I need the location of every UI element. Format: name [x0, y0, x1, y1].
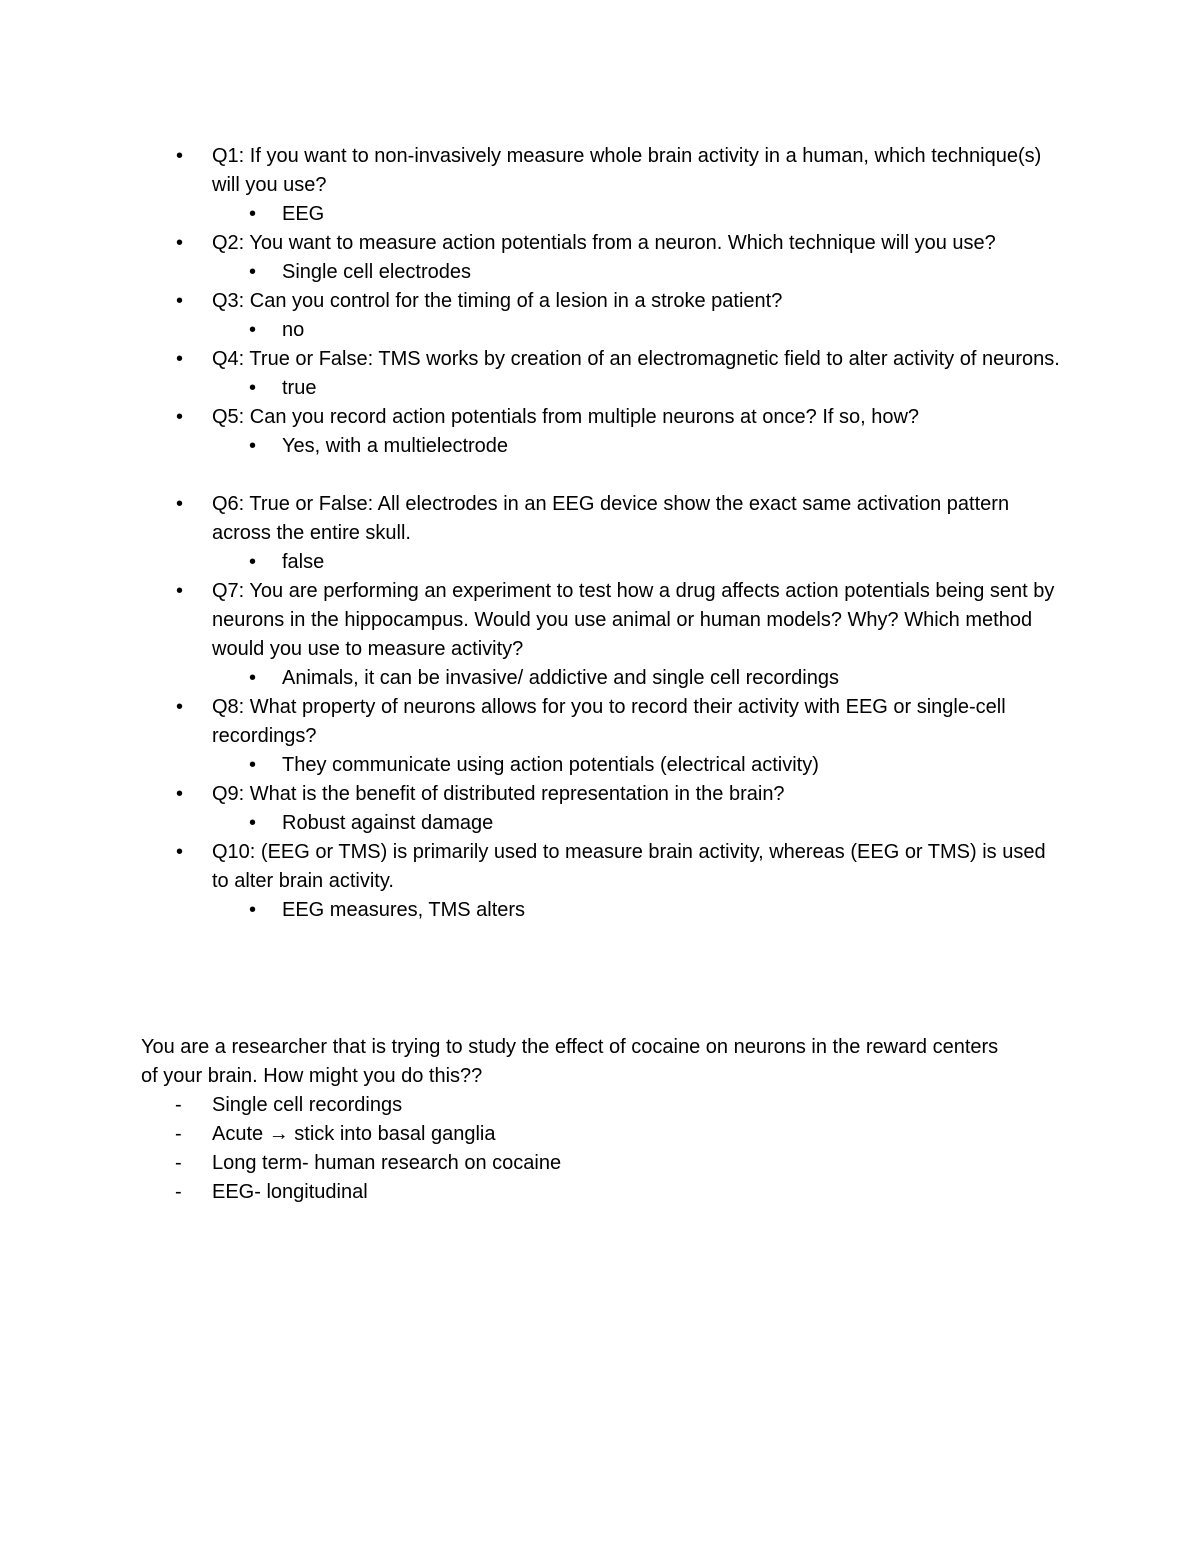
question-q1	[0, 142, 1062, 200]
scenario-prompt: You are a researcher that is trying to study the effect of cocaine on neurons in the reward centers of your brain. How might you do this??	[141, 1036, 999, 1087]
list-item-text: Long term- human research on cocaine	[212, 1152, 562, 1174]
question-q5	[0, 403, 1062, 432]
bullet-icon: •	[176, 406, 184, 428]
question-text: Q10: (EEG or TMS) is primarily used to measure brain activity, whereas (EEG or TMS) is used to alter brain activity.	[212, 841, 1046, 892]
list-item-text: Acute → stick into basal ganglia	[212, 1123, 496, 1145]
bullet-icon: •	[176, 290, 184, 312]
bullet-icon: •	[249, 754, 257, 776]
question-q7	[0, 577, 1062, 664]
bullet-icon: •	[249, 667, 257, 689]
bullet-icon: •	[249, 551, 257, 573]
answer-q4	[0, 374, 1200, 403]
qa-item-q8	[0, 693, 1200, 780]
answer-q10	[0, 896, 1200, 925]
answer-q8	[0, 751, 1200, 780]
question-text: Q1: If you want to non-invasively measure whole brain activity in a human, which technique(s) will you use?	[212, 145, 1042, 196]
question-text: Q6: True or False: All electrodes in an EEG device show the exact same activation pattern across the entire skull.	[212, 493, 1010, 544]
answer-q5	[0, 432, 1200, 461]
question-q2	[0, 229, 1062, 258]
bullet-icon: •	[176, 145, 184, 167]
bullet-icon: •	[176, 348, 184, 370]
answer-text: false	[282, 551, 325, 573]
question-text: Q7: You are performing an experiment to test how a drug affects action potentials being sent by neurons in the hippocampus. Would you use animal or human models? Why? Which method would you use to measure activity?	[212, 580, 1055, 660]
answer-q3	[0, 316, 1200, 345]
question-text: Q5: Can you record action potentials from multiple neurons at once? If so, how?	[212, 406, 920, 428]
qa-item-q9	[0, 780, 1200, 838]
answer-text: EEG measures, TMS alters	[282, 899, 526, 921]
answer-text: true	[282, 377, 317, 399]
bullet-icon: •	[249, 261, 257, 283]
answer-q9	[0, 809, 1200, 838]
bullet-icon: •	[249, 319, 257, 341]
question-q6	[0, 490, 1062, 548]
question-text: Q2: You want to measure action potentials from a neuron. Which technique will you use?	[212, 232, 996, 254]
answer-q6	[0, 548, 1200, 577]
list-item-text: Single cell recordings	[212, 1094, 403, 1116]
dash-icon: -	[175, 1123, 182, 1145]
answer-q7	[0, 664, 1200, 693]
question-q4	[0, 345, 1062, 374]
bullet-icon: •	[176, 232, 184, 254]
bullet-icon: •	[176, 696, 184, 718]
list-item	[141, 1120, 1021, 1149]
bullet-icon: •	[176, 783, 184, 805]
qa-item-q4	[0, 345, 1200, 403]
question-text: Q4: True or False: TMS works by creation of an electromagnetic field to alter activity of neurons.	[212, 348, 1060, 370]
bullet-icon: •	[176, 493, 184, 515]
question-q8	[0, 693, 1062, 751]
question-q10	[0, 838, 1062, 896]
answer-text: Robust against damage	[282, 812, 494, 834]
bullet-icon: •	[249, 899, 257, 921]
dash-icon: -	[175, 1181, 182, 1203]
answer-text: Animals, it can be invasive/ addictive and single cell recordings	[282, 667, 839, 689]
qa-item-q10	[0, 838, 1200, 925]
qa-item-q1	[0, 142, 1200, 229]
qa-list	[0, 142, 1200, 925]
qa-item-q3	[0, 287, 1200, 345]
blank-line	[0, 461, 1200, 490]
answer-text: EEG	[282, 203, 325, 225]
bullet-icon: •	[249, 203, 257, 225]
answer-q1	[0, 200, 1200, 229]
question-q9	[0, 780, 1062, 809]
qa-item-q6	[0, 490, 1200, 577]
question-text: Q3: Can you control for the timing of a lesion in a stroke patient?	[212, 290, 783, 312]
bullet-icon: •	[249, 812, 257, 834]
question-text: Q9: What is the benefit of distributed representation in the brain?	[212, 783, 785, 805]
qa-item-q7	[0, 577, 1200, 693]
answer-text: They communicate using action potentials (electrical activity)	[282, 754, 819, 776]
list-item	[141, 1178, 1021, 1207]
answer-text: no	[282, 319, 305, 341]
answer-text: Single cell electrodes	[282, 261, 471, 283]
answer-text: Yes, with a multielectrode	[282, 435, 509, 457]
dash-icon: -	[175, 1152, 182, 1174]
list-item-text: EEG- longitudinal	[212, 1181, 368, 1203]
bullet-icon: •	[249, 377, 257, 399]
bullet-icon: •	[176, 580, 184, 602]
scenario-section	[141, 1033, 1021, 1207]
question-text: Q8: What property of neurons allows for you to record their activity with EEG or single-cell recordings?	[212, 696, 1006, 747]
qa-item-q2	[0, 229, 1200, 287]
bullet-icon: •	[176, 841, 184, 863]
list-item	[141, 1149, 1021, 1178]
list-item	[141, 1091, 1021, 1120]
qa-item-q5	[0, 403, 1200, 490]
bullet-icon: •	[249, 435, 257, 457]
scenario-list	[141, 1091, 1021, 1207]
question-q3	[0, 287, 1062, 316]
dash-icon: -	[175, 1094, 182, 1116]
answer-q2	[0, 258, 1200, 287]
